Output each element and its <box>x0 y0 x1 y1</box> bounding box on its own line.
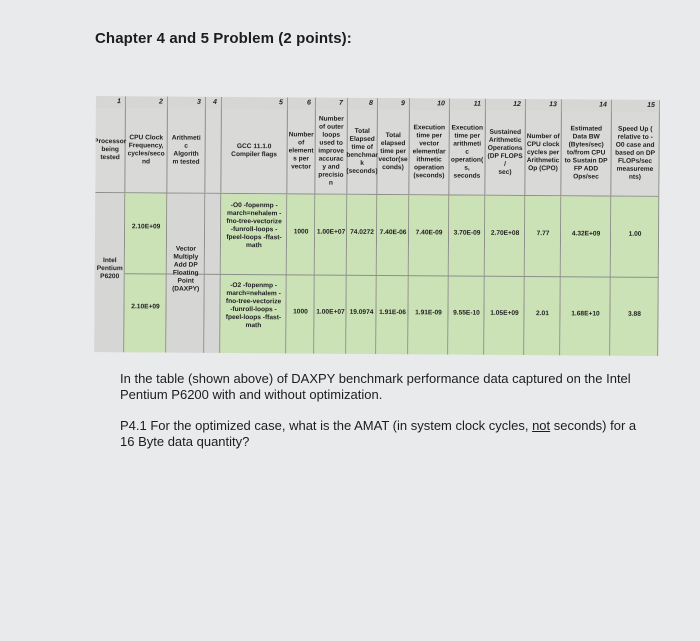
column-number-4: 4 <box>206 97 222 109</box>
row-2-cpo: 2.01 <box>536 310 549 318</box>
column-number-13: 13 <box>526 99 562 111</box>
column-number-8: 8 <box>348 98 378 110</box>
column-header-8: Total Elapsed time of benchmar k (seconds) <box>347 110 378 194</box>
question-text-before: P4.1 For the optimized case, what is the AMAT (in system clock cycles, <box>120 418 533 433</box>
row-2-flags: -O2 -fopenmp - march=nehalem - fno-tree-vectorize -funroll-loops - fpeel-loops -ffast- math <box>225 281 282 330</box>
column-header-10: Execution time per vector element/ar ithmetic operation (seconds) <box>409 110 450 194</box>
column-header-13: Number of CPU clock cycles per Arithmetic Op (CPO) <box>525 111 562 195</box>
column-header-14: Estimated Data BW (Bytes/sec) to/from CPU to Sustain DP FP ADD Ops/sec <box>561 111 612 195</box>
row-2-per-op: 9.55E-10 <box>453 309 480 317</box>
column-number-7: 7 <box>316 98 348 110</box>
column-number-14: 14 <box>562 99 612 111</box>
row-2-total-elapsed: 19.0974 <box>349 308 374 316</box>
column-header-4 <box>205 109 222 193</box>
column-header-5: GCC 11.1.0 Compiler flags <box>221 109 288 193</box>
table-body <box>94 193 659 356</box>
column-number-12: 12 <box>486 99 526 111</box>
column-header-7: Number of outer loops used to improve accurac y and precisio n <box>315 110 348 194</box>
row-1-total-elapsed: 74.0272 <box>350 228 375 236</box>
column-number-11: 11 <box>450 98 486 110</box>
column-number-6: 6 <box>288 97 316 109</box>
column-number-5: 5 <box>222 97 288 109</box>
column-header-6: Number of element s per vector <box>287 109 316 193</box>
column-header-11: Execution time per arithmeti c operation( s, seconds <box>449 110 486 194</box>
column-number-1: 1 <box>96 96 126 108</box>
row-1-per-vector: 7.40E-06 <box>379 228 407 237</box>
column-header-15: Speed Up ( relative to - O0 case and based on DP FLOPs/sec measureme nts) <box>611 112 660 196</box>
column-header-1: Processor being tested <box>95 108 126 192</box>
column-header-12: Sustained Arithmetic Operations (DP FLOPS / sec) <box>485 111 526 195</box>
column-header-9: Total elapsed time per vector(se conds) <box>377 110 410 194</box>
row-1-speedup: 1.00 <box>628 230 642 238</box>
row-2-clock: 2.10E+09 <box>131 303 160 311</box>
row-2-per-element: 1.91E-09 <box>415 309 442 317</box>
table-header-row <box>95 108 660 197</box>
table-description: In the table (shown above) of DAXPY benchmark performance data captured on the Intel Pentium P6200 with and without optimization. <box>120 371 631 402</box>
row-1-per-op: 3.70E-09 <box>453 229 481 237</box>
row-2-outer-loops: 1.00E+07 <box>316 308 345 316</box>
algorithm-cell: Vector Multiply Add DP Floating Point (DAXPY) <box>172 245 200 293</box>
row-1-outer-loops: 1.00E+07 <box>316 228 346 236</box>
processor-cell: Intel Pentium P6200 <box>96 257 123 281</box>
question-p4-1 <box>120 418 650 450</box>
row-2-per-vector: 1.91E-06 <box>379 308 406 317</box>
daxpy-data-table <box>94 96 660 356</box>
column-header-2: CPU Clock Frequency, cycles/seco nd <box>125 108 168 192</box>
row-1-flags: -O0 -fopenmp - march=nehalem - fno-tree-vectorize -funroll-loops - fpeel-loops -ffast- math <box>226 201 282 250</box>
row-2-bw: 1.68E+10 <box>571 310 600 318</box>
question-underlined-word: not <box>532 418 551 433</box>
row-1-elements: 1000 <box>293 228 309 236</box>
column-number-3: 3 <box>168 97 206 109</box>
row-1-per-element: 7.40E-09 <box>415 229 443 237</box>
problem-heading: Chapter 4 and 5 Problem (2 points): <box>95 30 352 47</box>
column-number-2: 2 <box>126 96 168 108</box>
row-2-flops: 1.05E+09 <box>490 309 519 317</box>
row-1-bw: 4.32E+09 <box>571 230 601 238</box>
column-header-3: Arithmeti c Algorith m tested <box>167 109 206 193</box>
row-1-cpo: 7.77 <box>536 230 550 238</box>
row-1-flops: 2.70E+08 <box>490 229 520 237</box>
column-number-9: 9 <box>378 98 410 110</box>
column-number-10: 10 <box>410 98 450 110</box>
row-1-clock: 2.10E+09 <box>131 223 161 231</box>
row-2-elements: 1000 <box>293 308 308 316</box>
row-2-speedup: 3.88 <box>628 310 641 318</box>
question-text-after: seconds) for a 16 Byte data quantity? <box>120 418 637 449</box>
column-number-15: 15 <box>612 100 660 112</box>
